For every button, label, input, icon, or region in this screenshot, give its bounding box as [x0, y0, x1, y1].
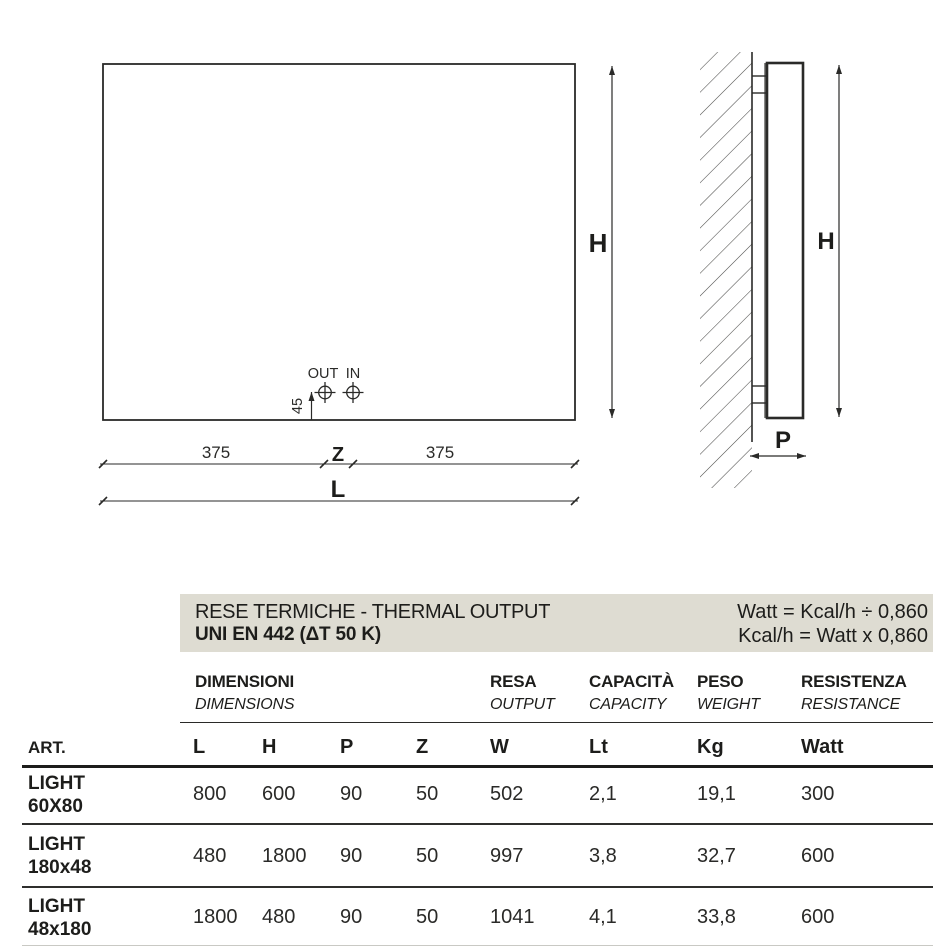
- left-span-label: 375: [201, 443, 231, 462]
- article-line2: 48x180: [28, 919, 92, 940]
- table-cell: 1800: [193, 906, 238, 928]
- column-header-art: ART.: [28, 738, 66, 757]
- column-header-watt: Watt: [801, 736, 844, 758]
- wall-hatching: [700, 52, 752, 488]
- group-header-output: [490, 672, 555, 714]
- table-cell: 600: [262, 783, 296, 805]
- table-cell: 19,1: [697, 783, 736, 805]
- group-label-it: RESISTENZA: [801, 672, 907, 691]
- group-label-it: PESO: [697, 672, 744, 691]
- formula-kcal: Kcal/h = Watt x 0,860: [738, 625, 928, 647]
- center-span-label: Z: [331, 444, 345, 466]
- table-cell: 800: [193, 783, 227, 805]
- side-height-label: H: [817, 228, 835, 255]
- group-label-it: RESA: [490, 672, 537, 691]
- table-cell: 90: [340, 783, 363, 805]
- article-line1: LIGHT: [28, 834, 85, 855]
- article-line1: LIGHT: [28, 896, 85, 917]
- column-header-p: P: [340, 736, 354, 758]
- table-cell: 1800: [262, 845, 307, 867]
- column-header-h: H: [262, 736, 277, 758]
- column-header-l: L: [193, 736, 206, 758]
- table-cell: 90: [340, 906, 363, 928]
- table-bottom-rule: [22, 945, 933, 946]
- group-label-en: OUTPUT: [490, 696, 555, 713]
- front-panel-outline: [103, 64, 575, 420]
- group-header-dimensions: [195, 672, 294, 714]
- group-header-capacity: [589, 672, 674, 714]
- thermal-title: RESE TERMICHE - THERMAL OUTPUT: [195, 601, 551, 623]
- article-line1: LIGHT: [28, 773, 85, 794]
- table-cell: 480: [262, 906, 296, 928]
- group-header-weight: [697, 672, 760, 714]
- table-row-article: [28, 895, 91, 941]
- column-header-z: Z: [416, 736, 429, 758]
- table-cell: 480: [193, 845, 227, 867]
- table-cell: 33,8: [697, 906, 736, 928]
- row-separator: [22, 886, 933, 888]
- column-header-kg: Kg: [697, 736, 724, 758]
- side-panel-outline: [767, 63, 803, 418]
- group-label-it: CAPACITÀ: [589, 672, 674, 691]
- table-cell: 32,7: [697, 845, 736, 867]
- length-label: L: [330, 476, 346, 503]
- article-line2: 180x48: [28, 857, 92, 878]
- group-label-en: CAPACITY: [589, 696, 667, 713]
- side-view: [700, 52, 839, 488]
- table-row-article: [28, 833, 91, 879]
- article-line2: 60X80: [28, 796, 83, 817]
- table-row-article: [28, 772, 85, 818]
- table-cell: 502: [490, 783, 524, 805]
- table-cell: 600: [801, 906, 835, 928]
- group-label-en: DIMENSIONS: [195, 696, 295, 713]
- table-cell: 90: [340, 845, 363, 867]
- front-view: [99, 64, 612, 505]
- table-cell: 50: [416, 906, 439, 928]
- group-label-it: DIMENSIONI: [195, 672, 295, 691]
- front-height-label: H: [588, 228, 608, 258]
- column-header-w: W: [490, 736, 509, 758]
- right-span-label: 375: [425, 443, 455, 462]
- table-cell: 2,1: [589, 783, 617, 805]
- table-cell: 997: [490, 845, 524, 867]
- table-cell: 50: [416, 845, 439, 867]
- table-cell: 1041: [490, 906, 535, 928]
- table-cell: 600: [801, 845, 835, 867]
- depth-label: P: [774, 427, 792, 454]
- table-cell: 3,8: [589, 845, 617, 867]
- in-label: IN: [345, 366, 361, 382]
- out-label: OUT: [307, 366, 339, 382]
- group-header-rule: [180, 722, 933, 723]
- table-cell: 4,1: [589, 906, 617, 928]
- row-separator: [22, 823, 933, 825]
- group-label-en: WEIGHT: [697, 696, 760, 713]
- table-cell: 300: [801, 783, 835, 805]
- formula-watt: Watt = Kcal/h ÷ 0,860: [737, 601, 928, 623]
- header-rule: [22, 765, 933, 768]
- column-header-lt: Lt: [589, 736, 608, 758]
- group-label-en: RESISTANCE: [801, 696, 901, 713]
- group-header-resistance: [801, 672, 907, 714]
- table-cell: 50: [416, 783, 439, 805]
- thermal-norm: UNI EN 442 (ΔT 50 K): [195, 624, 381, 645]
- offset-dim-label: 45: [290, 397, 306, 415]
